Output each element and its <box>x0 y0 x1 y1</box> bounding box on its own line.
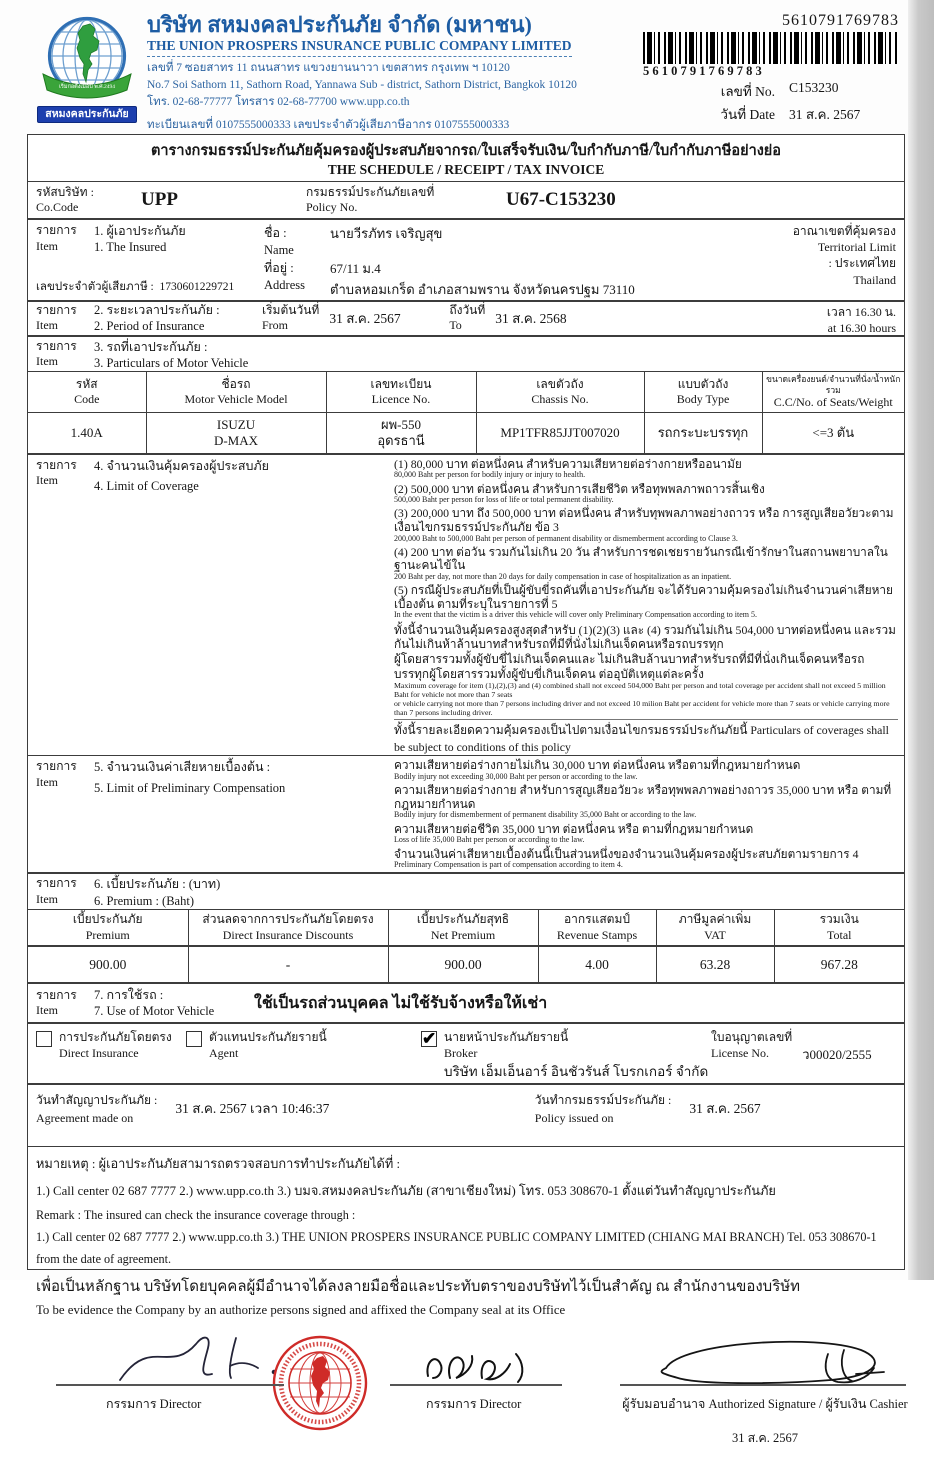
policy-no-value: U67-C153230 <box>506 189 616 210</box>
coverage-footer: ทั้งนี้รายละเอียดความคุ้มครองเป็นไปตามเงื่อนไขกรมธรรม์ประกันภัยนี้ Particulars of coverages shall be subject to conditions of this policy <box>394 719 898 755</box>
period-time: เวลา 16.30 น. at 16.30 hours <box>826 305 896 336</box>
period-from: 31 ส.ค. 2567 <box>329 311 401 327</box>
direct-insurance-checkbox <box>36 1031 52 1047</box>
signature-area <box>28 1320 908 1466</box>
policy-no-label: กรมธรรม์ประกันภัยเลขที่ Policy No. <box>306 185 435 214</box>
co-code-value: UPP <box>141 189 178 210</box>
section-preliminary: รายการ Item 5. จำนวนเงินค่าเสียหายเบื้องต้น : 5. Limit of Preliminary Compensation ความเสียหายต่อร่างกายไม่เกิน 30,000 บาท ต่อหนึ่งคน หรือตามที่กฎหมายกำหนด Bodily injury not exceeding 30,000 Baht per person or according to the law. ความเสียหายต่อร่างกาย สำหรับการสูญเสียอวัยวะ หรือทุพพลภาพอย่างถาวร 35,000 บาท หรือ ตามที่กฎหมายกำหนด Bodily injury for dismemberment of permanent disability 35,000 Baht or according to the law. ความเสียหายต่อชีวิต 35,000 บาท ต่อหนึ่งคน หรือ ตามที่กฎหมายกำหนด Loss of life 35,000 Baht per person or according to the law. จำนวนเงินค่าเสียหายเบื้องต้นนี้เป็นส่วนหนึ่งของจำนวนเงินคุ้มครองผู้ประสบภัยตามรายการ 4 Preliminary Compensation is part of compensation according to item 4. <box>28 756 904 874</box>
cashier-label: ผู้รับมอบอำนาจ Authorized Signature / ผู้รับเงิน Cashier <box>622 1396 908 1411</box>
insured-section-label: 1. ผู้เอาประกันภัย 1. The Insured <box>94 224 186 255</box>
section-vehicle-label: รายการ Item 3. รถที่เอาประกันภัย : 3. Particulars of Motor Vehicle <box>28 337 904 373</box>
logo-ribbon-text: เริ่มก่อตั้งเมื่อปี พ.ศ.2494 <box>59 84 115 90</box>
vehicle-body-type: รถกระบะบรรทุก <box>644 413 762 453</box>
company-address-th: เลขที่ 7 ซอยสาทร 11 ถนนสาทร แขวงยานนาวา เขตสาทร กรุงเทพ ฯ 10120 <box>147 62 510 75</box>
insured-name: นายวีรภัทร เจริญสุข <box>330 226 443 241</box>
insured-tax-id: เลขประจำตัวผู้เสียภาษี : 1730601229721 <box>36 281 235 293</box>
address-label: ที่อยู่ : Address <box>264 261 305 292</box>
total-value: 967.28 <box>774 946 904 982</box>
to-label: ถึงวันที่ To <box>449 303 486 333</box>
company-name-th: บริษัท สหมงคลประกันภัย จำกัด (มหาชน) <box>147 12 532 37</box>
section-remark <box>28 1147 904 1320</box>
use-of-vehicle-value: ใช้เป็นรถส่วนบุคคล ไม่ใช้รับจ้างหรือให้เช่า <box>254 994 548 1012</box>
agreement-date-label: วันทำสัญญาประกันภัย : Agreement made on <box>36 1092 158 1125</box>
insured-address: 67/11 ม.4 ตำบลหอมเกร็ด อำเภอสามพราน จังหวัดนครปฐม 73110 <box>330 261 635 297</box>
document-title <box>28 135 904 182</box>
revenue-stamps-value: 4.00 <box>538 946 656 982</box>
agreement-date-value: 31 ส.ค. 2567 เวลา 10:46:37 <box>175 1100 330 1116</box>
vat-value: 63.28 <box>656 946 774 982</box>
document-header <box>35 12 905 130</box>
evidence-en: To be evidence the Company by an authorize persons signed and affixed the Company seal at its Office <box>36 1302 566 1317</box>
barcode-number: 5610791769783 <box>782 12 899 29</box>
company-seal-icon <box>270 1322 370 1444</box>
remark-en-2: 1.) Call center 02 687 7777 2.) www.upp.co.th 3.) THE UNION PROSPERS INSURANCE PUBLIC COMPANY LIMITED (CHIANG MAI BRANCH) Tel. 053 308670-1 <box>36 1229 877 1244</box>
premium-value-row <box>28 946 904 982</box>
director2-signature-line <box>390 1384 562 1386</box>
agent-checkbox <box>186 1031 202 1047</box>
preliminary-items: ความเสียหายต่อร่างกายไม่เกิน 30,000 บาท ต่อหนึ่งคน หรือตามที่กฎหมายกำหนด Bodily injury not exceeding 30,000 Baht per person or according to the law. ความเสียหายต่อร่างกาย สำหรับการสูญเสียอวัยวะ หรือทุพพลภาพอย่างถาวร 35,000 บาท หรือ ตามที่กฎหมายกำหนด Bodily injury for dismemberment of permanent disability 35,000 Baht or according to the law. ความเสียหายต่อชีวิต 35,000 บาท ต่อหนึ่งคน หรือ ตามที่กฎหมายกำหนด Loss of life 35,000 Baht per person or according to the law. จำนวนเงินค่าเสียหายเบื้องต้นนี้เป็นส่วนหนึ่งของจำนวนเงินคุ้มครองผู้ประสบภัยตามรายการ 4 Preliminary Compensation is part of compensation according to item 4. <box>394 758 892 870</box>
section-insured <box>28 220 904 302</box>
remark-en-1: Remark : The insured can check the insurance coverage through : <box>36 1207 356 1222</box>
premium-value: 900.00 <box>89 956 127 972</box>
globe-logo-icon <box>35 14 139 106</box>
from-label: เริ่มต้นวันที่ From <box>262 303 320 333</box>
company-phone: โทร. 02-68-77777 โทรสาร 02-68-77700 www.upp.co.th <box>147 95 410 108</box>
title-en: THE SCHEDULE / RECEIPT / TAX INVOICE <box>327 162 605 177</box>
vehicle-table <box>28 372 904 453</box>
section-dates <box>28 1085 904 1147</box>
direct-insurance-label: การประกันภัยโดยตรง Direct Insurance <box>59 1030 172 1060</box>
license-block <box>711 1030 896 1081</box>
direct-insurance-option <box>36 1030 186 1081</box>
premium-header-row: เบี้ยประกันภัย Premium ส่วนลดจากการประกันภัยโดยตรง Direct Insurance Discounts เบี้ยประกันภัยสุทธิ Net Premium อากรแสตมป์ Revenue Stamps ภาษีมูลค่าเพิ่ม VAT รวมเงิน Total <box>28 910 904 946</box>
premium-table-wrap <box>28 910 904 984</box>
policy-issued-block <box>535 1091 896 1140</box>
section-use: รายการ Item 7. การใช้รถ : 7. Use of Motor Vehicle ใช้เป็นรถส่วนบุคคล ไม่ใช้รับจ้างหรือให้เช่า <box>28 984 904 1024</box>
section-premium-label: รายการ Item 6. เบี้ยประกันภัย : (บาท) 6. Premium : (Baht) <box>28 874 904 910</box>
license-number: ว00020/2555 <box>802 1047 872 1063</box>
license-label: ใบอนุญาตเลขที่ License No. <box>711 1030 793 1060</box>
barcode-digits: 5 6 1 0 7 9 1 7 6 9 7 8 3 <box>643 64 762 78</box>
section-coverage: รายการ Item 4. จำนวนเงินคุ้มครองผู้ประสบภัย 4. Limit of Coverage (1) 80,000 บาท ต่อหนึ่งคน สำหรับความเสียหายต่อร่างกายหรืออนามัย 80,000 Baht per person for bodily injury or injury to health. (2) 500,000 บาท ต่อหนึ่งคน สำหรับการเสียชีวิต หรือทุพพลภาพถาวรสิ้นเชิง 500,000 Baht per person for loss of life or total permanent disability. (3) 200,000 บาท ถึง 500,000 บาท ต่อหนึ่งคน สำหรับทุพพลภาพอย่างถาวร หรือ การสูญเสียอวัยวะตามเงื่อนไขกรมธรรม์ประกันภัย ข้อ 3 200,000 Baht to 500,000 Baht per person of permanent disability or dismemberment according to Clause 3. (4) 200 บาท ต่อวัน รวมกันไม่เกิน 20 วัน สำหรับการชดเชยรายวันกรณีเข้ารักษาในสถานพยาบาลในฐานะคนไข้ใน 200 Baht per day, not more than 20 days for daily compensation in case of hospitalization as an inpatient. (5) กรณีผู้ประสบภัยที่เป็นผู้ขับขี่รถคันที่เอาประกันภัย จะได้รับความคุ้มครองไม่เกินจำนวนค่าเสียหายเบื้องต้น ตามที่ระบุในรายการที่ 5 In the event that the victim is a driver this vehicle will cover only Preliminary Compensation according to item 5. ทั้งนี้จำนวนเงินคุ้มครองสูงสุดสำหรับ (1)(2)(3) และ (4) รวมกันไม่เกิน 504,000 บาทต่อหนึ่งคน และรวมกันไม่เกินห้าล้านบาทสำหรับรถที่มีที่นั่งไม่เกินเจ็ดคนหรือรถบรรทุก ผู้โดยสารรวมทั้งผู้ขับขี่ไม่เกินเจ็ดคนและ ไม่เกินสิบล้านบาทสำหรับรถที่มีที่นั่งเกินเจ็ดคนหรือรถบรรทุกผู้โดยสารรวมทั้งผู้ขับขี่เกินเจ็ดคน ต่ออุบัติเหตุแต่ละครั้ง Maximum coverage for item (1),(2),(3) and (4) combined shall not exceed 504,000 Baht per person and total coverage per accident shall not exceed 5 million Baht for vehicle not more than 7 seats or vehicle carrying not more than 7 persons including driver and not exceed 10 milion Baht per accident for vehicle more than 7 seats or vehicle carrying more than 7 persons including driver. ทั้งนี้รายละเอียดความคุ้มครองเป็นไปตามเงื่อนไขกรมธรรม์ประกันภัยนี้ Particulars of coverages shall be subject to conditions of this policy <box>28 455 904 757</box>
territorial-limit: อาณาเขตที่คุ้มครอง Territorial Limit : ประเทศไทย Thailand <box>792 224 896 287</box>
period-to: 31 ส.ค. 2568 <box>495 311 567 327</box>
company-info-block <box>147 12 627 134</box>
title-th: ตารางกรมธรรม์ประกันภัยคุ้มครองผู้ประสบภัยจากรถ/ใบเสร็จรับเงิน/ใบกำกับภาษี/ใบกำกับภาษีอย่างย่อ <box>150 143 782 159</box>
vehicle-model: ISUZU D-MAX <box>146 413 326 453</box>
section-period: รายการ Item 2. ระยะเวลาประกันภัย : 2. Period of Insurance เริ่มต้นวันที่ From 31 ส.ค. 2567 ถึงวันที่ To 31 ส.ค. 2568 เวลา 16.30 น. at 16.30 hours <box>28 302 904 337</box>
logo-caption: สหมงคลประกันภัย <box>37 106 137 123</box>
period-section-label: 2. ระยะเวลาประกันภัย : 2. Period of Insurance <box>94 303 220 334</box>
broker-option <box>421 1030 711 1081</box>
company-registration: ทะเบียนเลขที่ 0107555000333 เลขประจำตัวผู้เสียภาษีอากร 0107555000333 <box>147 119 510 132</box>
director1-signature-line <box>56 1384 284 1386</box>
doc-date-label: วันที่ Date <box>720 107 775 122</box>
vehicle-code: 1.40A <box>70 425 103 441</box>
scan-edge-shadow <box>908 0 934 1280</box>
net-premium-value: 900.00 <box>388 946 538 982</box>
cashier-signature-icon <box>646 1330 896 1390</box>
preliminary-section-label: 5. จำนวนเงินค่าเสียหายเบื้องต้น : 5. Limit of Preliminary Compensation <box>94 760 286 795</box>
discount-value: - <box>188 946 388 982</box>
policy-row <box>28 182 904 220</box>
signature-date: 31 ส.ค. 2567 <box>732 1430 798 1445</box>
vehicle-licence: ผพ-550 อุดรธานี <box>326 413 476 453</box>
period-values <box>262 303 904 333</box>
company-address <box>147 60 627 110</box>
vehicle-chassis: MP1TFR85JJT007020 <box>476 413 644 453</box>
doc-no-value: C153230 <box>789 80 839 95</box>
section-channel <box>28 1024 904 1085</box>
insured-details <box>264 223 635 300</box>
agent-option <box>186 1030 421 1081</box>
remark-th-1: หมายเหตุ : ผู้เอาประกันภัยสามารถตรวจสอบการทำประกันภัยได้ที่ : <box>36 1156 401 1171</box>
cashier-signature-line <box>620 1384 906 1386</box>
agent-label: ตัวแทนประกันภัยรายนี้ Agent <box>209 1030 327 1060</box>
evidence-th: เพื่อเป็นหลักฐาน บริษัทโดยบุคคลผู้มีอำนาจได้ลงลายมือชื่อและประทับตราของบริษัทไว้เป็นสำคัญ ณ สำนักงานของบริษัท <box>36 1278 801 1295</box>
vehicle-cc-seats: <=3 ตัน <box>762 413 904 453</box>
coverage-section-label: 4. จำนวนเงินคุ้มครองผู้ประสบภัย 4. Limit of Coverage <box>94 458 269 493</box>
remark-th-2: 1.) Call center 02 687 7777 2.) www.upp.co.th 3.) บมจ.สหมงคลประกันภัย (สาขาเชียงใหม่) โทร. 053 308670-1 ตั้งแต่วันทำสัญญาประกันภัย <box>36 1183 776 1198</box>
company-address-en: No.7 Soi Sathorn 11, Sathorn Road, Yannawa Sub - district, Sathorn District, Bangkok 10120 <box>147 78 577 91</box>
schedule-box <box>27 134 908 1445</box>
company-logo <box>35 14 139 130</box>
vehicle-header-row: รหัส Code ชื่อรถ Motor Vehicle Model เลขทะเบียน Licence No. เลขตัวถัง Chassis No. แบบตัวถัง Body Type ขนาดเครื่องยนต์/จำนวนที่นั่ง/น้ำหนักรวม C.C/No. of Seats/Weight <box>28 372 904 413</box>
director2-label: กรรมการ Director <box>426 1396 522 1411</box>
premium-table <box>28 910 904 982</box>
director2-signature-icon <box>420 1338 540 1390</box>
barcode-block <box>631 12 899 125</box>
company-name-en: THE UNION PROSPERS INSURANCE PUBLIC COMPANY LIMITED <box>147 38 572 57</box>
barcode-icon <box>643 32 899 64</box>
policy-issued-label: วันทำกรมธรรม์ประกันภัย : Policy issued on <box>534 1092 672 1125</box>
broker-company-name: บริษัท เอ็มเอ็นอาร์ อินชัวรันส์ โบรกเกอร์ จำกัด <box>444 1064 709 1080</box>
doc-date-value: 31 ส.ค. 2567 <box>789 107 861 122</box>
director1-label: กรรมการ Director <box>106 1396 202 1411</box>
broker-checkbox <box>421 1031 437 1047</box>
item-tag: รายการ Item <box>36 223 77 253</box>
vehicle-data-row <box>28 413 904 453</box>
doc-no-label: เลขที่ No. <box>720 84 775 99</box>
co-code-label: รหัสบริษัท : Co.Code <box>36 185 94 214</box>
agreement-date-block <box>36 1091 535 1140</box>
coverage-items: (1) 80,000 บาท ต่อหนึ่งคน สำหรับความเสียหายต่อร่างกายหรืออนามัย 80,000 Baht per person for bodily injury or injury to health. (2) 500,000 บาท ต่อหนึ่งคน สำหรับการเสียชีวิต หรือทุพพลภาพถาวรสิ้นเชิง 500,000 Baht per person for loss of life or total permanent disability. (3) 200,000 บาท ถึง 500,000 บาท ต่อหนึ่งคน สำหรับทุพพลภาพอย่างถาวร หรือ การสูญเสียอวัยวะตามเงื่อนไขกรมธรรม์ประกันภัย ข้อ 3 200,000 Baht to 500,000 Baht per person of permanent disability or dismemberment according to Clause 3. (4) 200 บาท ต่อวัน รวมกันไม่เกิน 20 วัน สำหรับการชดเชยรายวันกรณีเข้ารักษาในสถานพยาบาลในฐานะคนไข้ใน 200 Baht per day, not more than 20 days for daily compensation in case of hospitalization as an inpatient. (5) กรณีผู้ประสบภัยที่เป็นผู้ขับขี่รถคันที่เอาประกันภัย จะได้รับความคุ้มครองไม่เกินจำนวนค่าเสียหายเบื้องต้น ตามที่ระบุในรายการที่ 5 In the event that the victim is a driver this vehicle will cover only Preliminary Compensation according to item 5. ทั้งนี้จำนวนเงินคุ้มครองสูงสุดสำหรับ (1)(2)(3) และ (4) รวมกันไม่เกิน 504,000 บาทต่อหนึ่งคน และรวมกันไม่เกินห้าล้านบาทสำหรับรถที่มีที่นั่งไม่เกินเจ็ดคนหรือรถบรรทุก ผู้โดยสารรวมทั้งผู้ขับขี่ไม่เกินเจ็ดคนและ ไม่เกินสิบล้านบาทสำหรับรถที่มีที่นั่งเกินเจ็ดคนหรือรถบรรทุกผู้โดยสารรวมทั้งผู้ขับขี่เกินเจ็ดคน ต่ออุบัติเหตุแต่ละครั้ง Maximum coverage for item (1),(2),(3) and (4) combined shall not exceed 504,000 Baht per person and total coverage per accident shall not exceed 5 million Baht for vehicle not more than 7 seats or vehicle carrying not more than 7 persons including driver and not exceed 10 milion Baht per accident for vehicle more than 7 seats or vehicle carrying more than 7 persons including driver. ทั้งนี้รายละเอียดความคุ้มครองเป็นไปตามเงื่อนไขกรมธรรม์ประกันภัยนี้ Particulars of coverages shall be subject to conditions of this policy <box>394 458 904 756</box>
name-label: ชื่อ : Name <box>264 226 294 257</box>
policy-issued-value: 31 ส.ค. 2567 <box>689 1100 761 1116</box>
remark-en-3: from the date of agreement. <box>36 1251 172 1266</box>
broker-label: นายหน้าประกันภัยรายนี้ Broker บริษัท เอ็มเอ็นอาร์ อินชัวรันส์ โบรกเกอร์ จำกัด <box>444 1030 709 1080</box>
vehicle-table-wrap <box>28 372 904 455</box>
